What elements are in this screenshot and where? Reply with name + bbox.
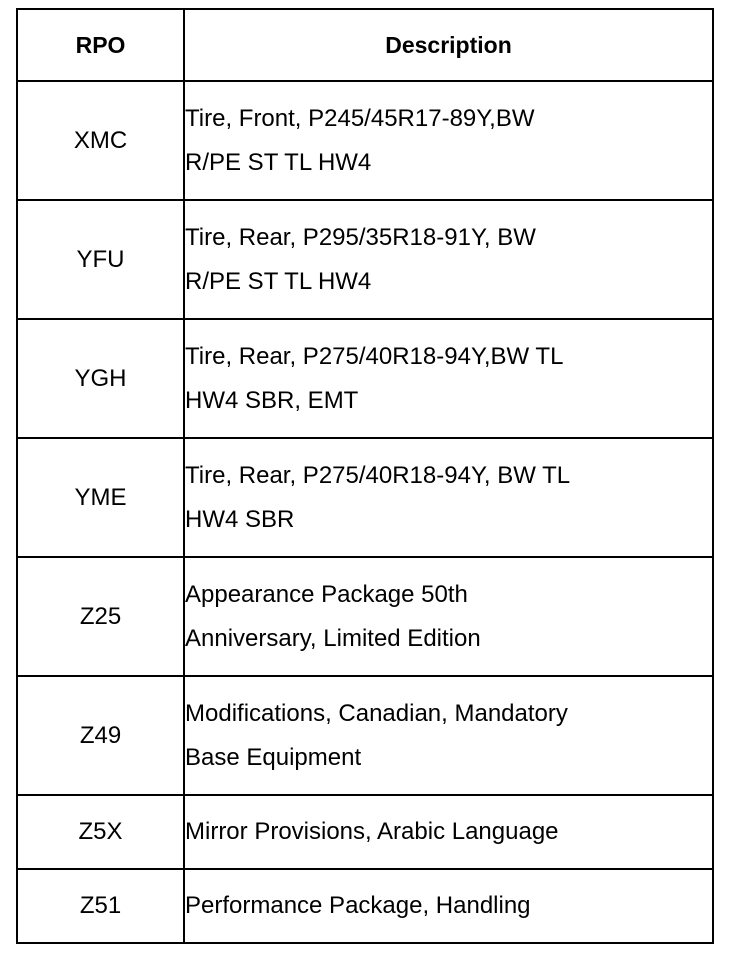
- description-line: Appearance Package 50th: [185, 580, 468, 608]
- rpo-table: [16, 8, 714, 944]
- table-row: [17, 557, 713, 676]
- description-line: R/PE ST TL HW4: [185, 267, 372, 295]
- description-cell: [184, 200, 713, 319]
- description-line: Anniversary, Limited Edition: [185, 624, 481, 652]
- rpo-code: Z25: [17, 557, 184, 676]
- description-line: Tire, Front, P245/45R17-89Y,BW: [185, 104, 535, 132]
- rpo-code: YME: [17, 438, 184, 557]
- description-cell: [184, 795, 713, 869]
- column-header-rpo: RPO: [17, 9, 184, 81]
- table-row: [17, 200, 713, 319]
- table-row: [17, 795, 713, 869]
- description-line: Tire, Rear, P275/40R18-94Y,BW TL: [185, 342, 564, 370]
- description-line: Performance Package, Handling: [185, 892, 531, 919]
- description-cell: [184, 869, 713, 943]
- description-line: Modifications, Canadian, Mandatory: [185, 699, 568, 727]
- rpo-code: Z5X: [17, 795, 184, 869]
- description-cell: [184, 81, 713, 200]
- rpo-code: Z51: [17, 869, 184, 943]
- description-cell: [184, 676, 713, 795]
- table-header-row: [17, 9, 713, 81]
- table-row: [17, 81, 713, 200]
- column-header-description: Description: [184, 9, 713, 81]
- rpo-code: YFU: [17, 200, 184, 319]
- description-cell: [184, 557, 713, 676]
- rpo-code: Z49: [17, 676, 184, 795]
- description-cell: [184, 319, 713, 438]
- table-row: [17, 676, 713, 795]
- table-row: [17, 319, 713, 438]
- description-line: Tire, Rear, P275/40R18-94Y, BW TL: [185, 461, 571, 489]
- table-row: [17, 438, 713, 557]
- rpo-code: YGH: [17, 319, 184, 438]
- description-cell: [184, 438, 713, 557]
- description-line: R/PE ST TL HW4: [185, 148, 372, 176]
- rpo-code: XMC: [17, 81, 184, 200]
- description-line: Mirror Provisions, Arabic Language: [185, 818, 559, 845]
- table-row: [17, 869, 713, 943]
- description-line: Tire, Rear, P295/35R18-91Y, BW: [185, 223, 536, 251]
- description-line: HW4 SBR, EMT: [185, 386, 359, 414]
- description-line: HW4 SBR: [185, 505, 295, 533]
- description-line: Base Equipment: [185, 743, 362, 771]
